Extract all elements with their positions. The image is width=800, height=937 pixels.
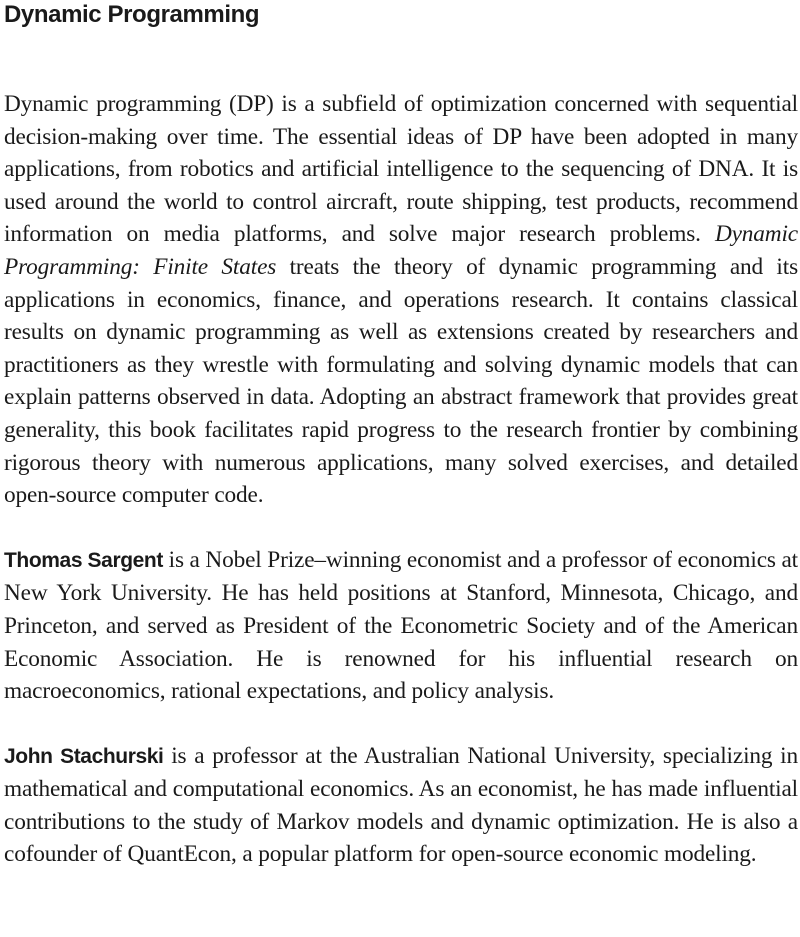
author-bio-sargent bbox=[4, 544, 798, 708]
author-bio-text: is a professor at the Australian National University, specializing in mathematical and computational economics. As an economist, he has made influential contributions to the study of Markov models and dynamic optimization. He is also a cofounder of QuantEcon, a popular platform for open-source economic modeling. bbox=[4, 742, 798, 868]
author-name: Thomas Sargent bbox=[4, 548, 163, 572]
book-description bbox=[4, 88, 798, 512]
book-title-italic: Dynamic Programming: Finite States bbox=[4, 221, 798, 280]
author-bio-stachurski bbox=[4, 740, 798, 871]
author-bio-text: is a Nobel Prize–winning economist and a professor of economics at New York University. He has held positions at Stanford, Minnesota, Chicago, and Princeton, and served as President of the Econometric Society and of the American Economic Association. He is renowned for his influential research on macroeconomics, rational expectations, and policy analysis. bbox=[4, 546, 799, 705]
page-title: Dynamic Programming bbox=[4, 1, 260, 28]
description-text-body: treats the theory of dynamic programming and its applications in economics, finance, and operations research. It contains classical results on dynamic programming as well as extensions created by researchers and practitioners as they wrestle with formulating and solving dynamic models that can explain patterns observed in data. Adopting an abstract framework that provides great generality, this book facilitates rapid progress to the research frontier by combining rigorous theory with numerous applications, many solved exercises, and detailed open-source computer code. bbox=[4, 253, 798, 509]
description-text-intro: Dynamic programming (DP) is a subfield of optimization concerned with sequential decision-making over time. The essential ideas of DP have been adopted in many applications, from robotics and artificial intelligence to the sequencing of DNA. It is used around the world to control aircraft, route shipping, test products, recommend information on media platforms, and solve major research problems. bbox=[4, 91, 798, 248]
author-name: John Stachurski bbox=[4, 744, 164, 768]
